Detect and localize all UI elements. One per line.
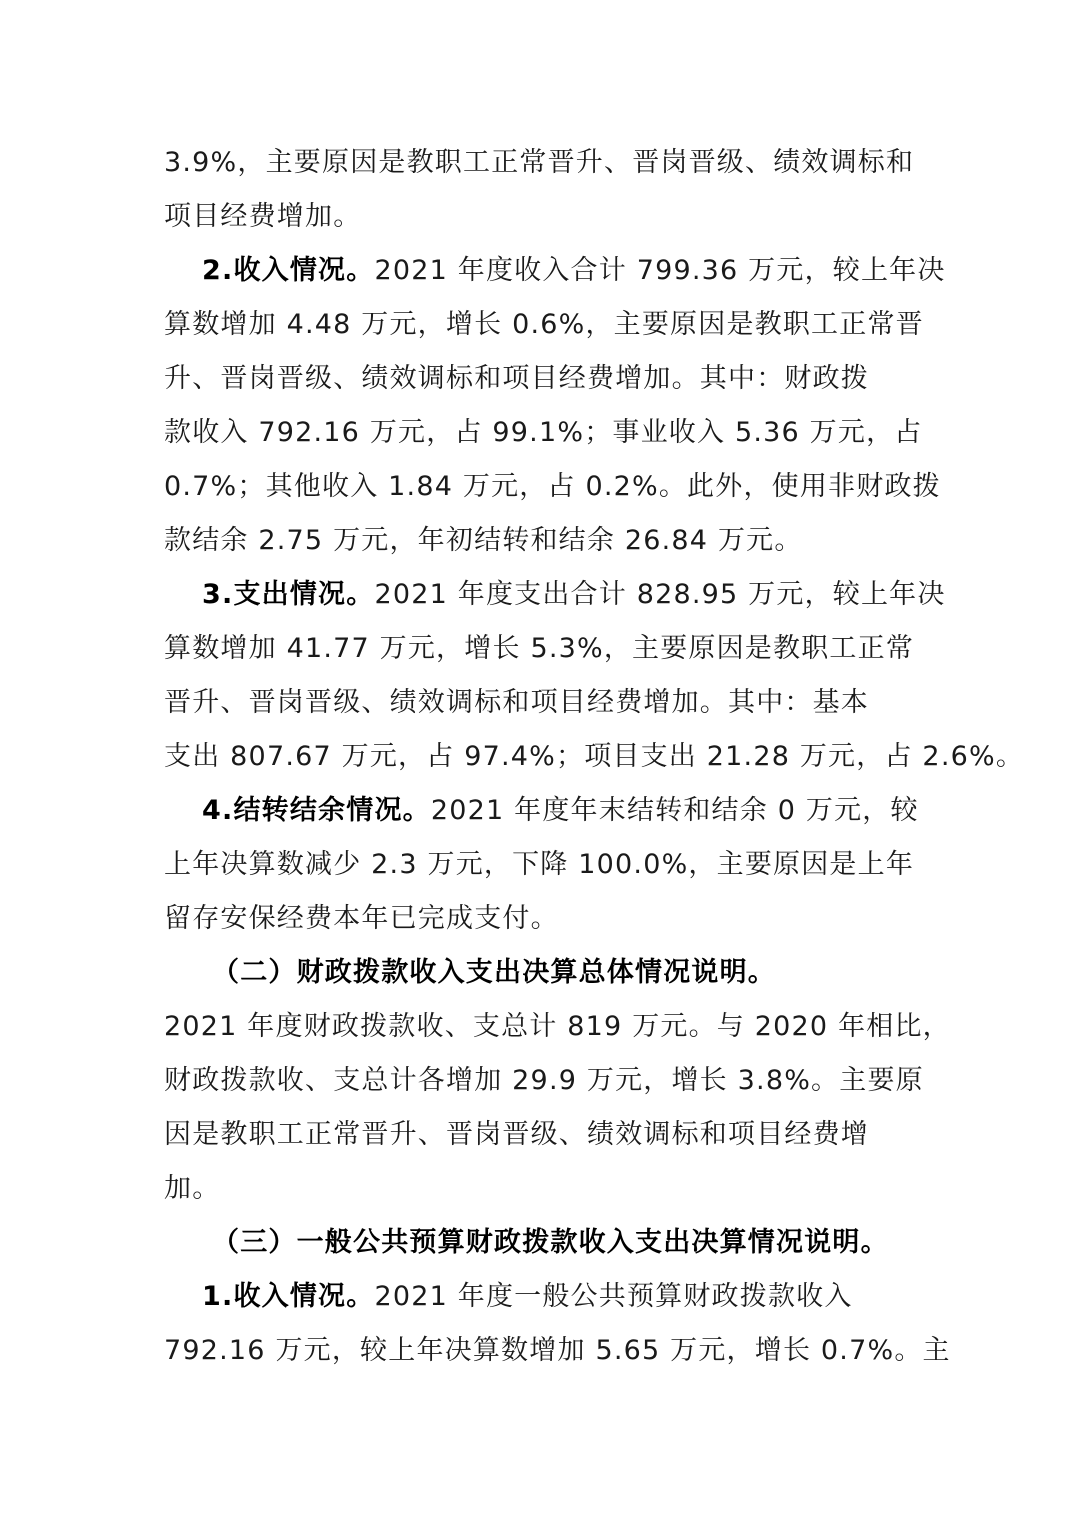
paragraph-line-income <box>202 253 946 289</box>
paragraph-line <box>164 1063 924 1099</box>
section-heading-general-budget <box>212 1225 889 1261</box>
paragraph-line <box>164 685 869 721</box>
line-text: 款结余 2.75 万元，年初结转和结余 26.84 万元。 <box>164 525 803 556</box>
line-text: 2021 年度财政拨款收、支总计 819 万元。与 2020 年相比， <box>164 1011 951 1042</box>
line-text: 因是教职工正常晋升、晋岗晋级、绩效调标和项目经费增 <box>164 1119 869 1150</box>
line-text: 款收入 792.16 万元，占 99.1%；事业收入 5.36 万元，占 <box>164 417 923 448</box>
paragraph-line <box>164 901 559 937</box>
paragraph-line <box>164 523 803 559</box>
line-text: 加。 <box>164 1173 221 1204</box>
paragraph-line <box>164 1117 869 1153</box>
section-heading-income: 2.收入情况。 <box>202 255 375 286</box>
section-heading-fiscal-overall <box>212 955 776 991</box>
paragraph-line <box>164 1009 951 1045</box>
line-text: 支出 807.67 万元，占 97.4%；项目支出 21.28 万元，占 2.6%。 <box>164 741 1025 772</box>
paragraph-line <box>164 415 922 451</box>
line-text: 792.16 万元，较上年决算数增加 5.65 万元，增长 0.7%。主 <box>164 1335 951 1366</box>
line-text: 2021 年度一般公共预算财政拨款收入 <box>374 1281 853 1312</box>
paragraph-line <box>164 1171 220 1207</box>
paragraph-line <box>164 199 361 235</box>
paragraph-line <box>164 847 914 883</box>
line-text: 留存安保经费本年已完成支付。 <box>164 903 559 934</box>
line-text: 上年决算数减少 2.3 万元，下降 100.0%，主要原因是上年 <box>164 849 915 880</box>
paragraph-line <box>164 631 914 667</box>
paragraph-line <box>164 361 869 397</box>
paragraph-line-expense <box>202 577 946 613</box>
section-title: （三）一般公共预算财政拨款收入支出决算情况说明。 <box>212 1227 889 1258</box>
paragraph-line <box>164 1333 951 1369</box>
line-text: 项目经费增加。 <box>164 201 362 232</box>
line-text: 2021 年度年末结转和结余 0 万元，较 <box>430 795 919 826</box>
line-text: 财政拨款收、支总计各增加 29.9 万元，增长 3.8%。主要原 <box>164 1065 924 1096</box>
line-text: 0.7%；其他收入 1.84 万元，占 0.2%。此外，使用非财政拨 <box>164 471 941 502</box>
paragraph-line <box>164 307 924 343</box>
section-title: （二）财政拨款收入支出决算总体情况说明。 <box>212 957 776 988</box>
paragraph-line <box>164 469 941 505</box>
section-heading-expense: 3.支出情况。 <box>202 579 375 610</box>
paragraph-line <box>164 145 914 181</box>
paragraph-line-balance <box>202 793 919 829</box>
line-text: 晋升、晋岗晋级、绩效调标和项目经费增加。其中：基本 <box>164 687 869 718</box>
line-text: 算数增加 41.77 万元，增长 5.3%，主要原因是教职工正常 <box>164 633 915 664</box>
section-heading-balance: 4.结转结余情况。 <box>202 795 431 826</box>
line-text: 2021 年度收入合计 799.36 万元，较上年决 <box>374 255 946 286</box>
line-text: 3.9%，主要原因是教职工正常晋升、晋岗晋级、绩效调标和 <box>164 147 915 178</box>
line-text: 升、晋岗晋级、绩效调标和项目经费增加。其中：财政拨 <box>164 363 869 394</box>
line-text: 算数增加 4.48 万元，增长 0.6%，主要原因是教职工正常晋 <box>164 309 924 340</box>
paragraph-line-general-income <box>202 1279 853 1315</box>
line-text: 2021 年度支出合计 828.95 万元，较上年决 <box>374 579 946 610</box>
section-heading-general-income: 1.收入情况。 <box>202 1281 375 1312</box>
paragraph-line <box>164 739 1024 775</box>
